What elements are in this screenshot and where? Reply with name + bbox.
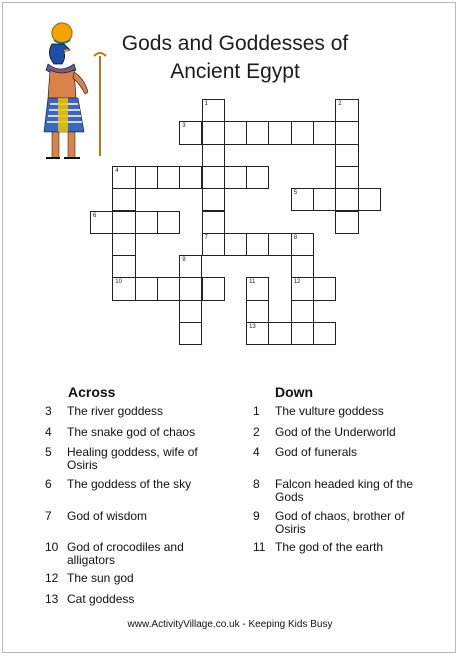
- clue-number: 8: [293, 234, 298, 241]
- crossword-cell[interactable]: [246, 166, 269, 189]
- crossword-cell[interactable]: [291, 277, 314, 300]
- crossword-cell[interactable]: [268, 121, 291, 144]
- crossword-cell[interactable]: [246, 233, 269, 256]
- crossword-cell[interactable]: [90, 211, 113, 234]
- crossword-cell[interactable]: [202, 211, 225, 234]
- crossword-cell[interactable]: [179, 166, 202, 189]
- crossword-cell[interactable]: [313, 322, 336, 345]
- crossword-cell[interactable]: [335, 99, 358, 122]
- crossword-cell[interactable]: [246, 322, 269, 345]
- crossword-cell[interactable]: [291, 322, 314, 345]
- crossword-cell[interactable]: [246, 277, 269, 300]
- clue-number: 10: [115, 279, 122, 286]
- clue-number: 7: [204, 234, 208, 241]
- crossword-cell[interactable]: [291, 188, 314, 211]
- crossword-cell[interactable]: [224, 233, 247, 256]
- crossword-cell[interactable]: [135, 211, 158, 234]
- title-line-2: Ancient Egypt: [170, 60, 300, 83]
- footer-credit: www.ActivityVillage.co.uk - Keeping Kids Busy: [127, 619, 333, 630]
- crossword-cell[interactable]: [358, 188, 381, 211]
- crossword-cell[interactable]: [202, 277, 225, 300]
- crossword-cell[interactable]: [291, 233, 314, 256]
- crossword-cell[interactable]: [135, 166, 158, 189]
- crossword-cell[interactable]: [268, 322, 291, 345]
- crossword-cell[interactable]: [335, 188, 358, 211]
- crossword-cell[interactable]: [202, 188, 225, 211]
- crossword-cell[interactable]: [291, 121, 314, 144]
- crossword-cell[interactable]: [157, 166, 180, 189]
- crossword-cell[interactable]: [157, 277, 180, 300]
- crossword-cell[interactable]: [135, 277, 158, 300]
- clue-number: 4: [115, 167, 119, 174]
- crossword-cell[interactable]: [112, 277, 135, 300]
- crossword-cell[interactable]: [335, 166, 358, 189]
- crossword-cell[interactable]: [179, 121, 202, 144]
- crossword-cell[interactable]: [335, 144, 358, 167]
- down-heading: Down: [275, 384, 314, 400]
- clue-number: 13: [249, 324, 256, 330]
- crossword-cell[interactable]: [202, 233, 225, 256]
- crossword-cell[interactable]: [224, 166, 247, 189]
- crossword-cell[interactable]: [179, 300, 202, 323]
- crossword-cell[interactable]: [246, 121, 269, 144]
- crossword-cell[interactable]: [268, 233, 291, 256]
- crossword-cell[interactable]: [179, 322, 202, 345]
- crossword-cell[interactable]: [335, 121, 358, 144]
- crossword-cell[interactable]: [112, 188, 135, 211]
- crossword-cell[interactable]: [291, 255, 314, 278]
- across-heading: Across: [68, 384, 116, 400]
- crossword-cell[interactable]: [202, 99, 225, 122]
- crossword-cell[interactable]: [202, 144, 225, 167]
- clue-number: 12: [293, 279, 301, 286]
- crossword-cell[interactable]: [179, 277, 202, 300]
- clue-number: 2: [338, 101, 342, 107]
- crossword-cell[interactable]: [246, 300, 269, 323]
- clue-number: 6: [93, 212, 97, 219]
- crossword-cell[interactable]: [112, 166, 135, 189]
- clue-number: 9: [182, 257, 186, 264]
- clue-number: 1: [204, 101, 208, 107]
- crossword-cell[interactable]: [202, 166, 225, 189]
- crossword-cell[interactable]: [335, 211, 358, 234]
- clue-number: 11: [249, 279, 256, 286]
- crossword-cell[interactable]: [202, 121, 225, 144]
- crossword-cell[interactable]: [291, 300, 314, 323]
- crossword-cell[interactable]: [313, 121, 336, 144]
- crossword-cell[interactable]: [112, 211, 135, 234]
- clue-number: 3: [182, 123, 186, 130]
- clue-number: 5: [293, 190, 298, 197]
- crossword-cell[interactable]: [313, 277, 336, 300]
- crossword-cell[interactable]: [224, 121, 247, 144]
- crossword-cell[interactable]: [313, 188, 336, 211]
- title-line-1: Gods and Goddesses of: [121, 32, 349, 55]
- crossword-cell[interactable]: [112, 255, 135, 278]
- crossword-cell[interactable]: [157, 211, 180, 234]
- crossword-cell[interactable]: [179, 255, 202, 278]
- crossword-cell[interactable]: [112, 233, 135, 256]
